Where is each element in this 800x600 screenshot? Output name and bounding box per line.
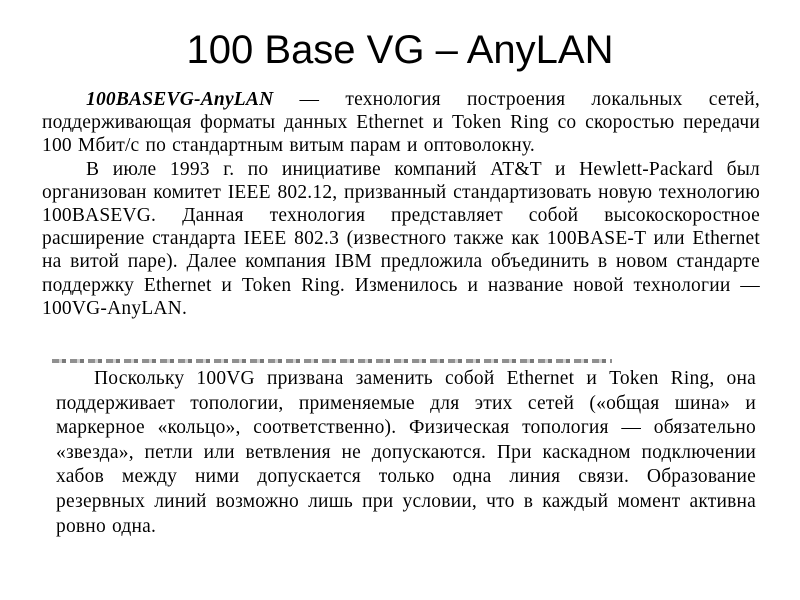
cut-line	[52, 359, 612, 363]
scanned-text-fragment-1	[42, 88, 760, 320]
definition-text: — технология построения локальных сетей, поддерживающая форматы данных Ethernet и Token Ring со скоростью передачи 100 Мбит/с по стандартным витым парам и оптоволокну.	[42, 89, 760, 157]
scan-cut-edge	[52, 355, 612, 367]
definition-paragraph	[42, 88, 760, 158]
topology-paragraph: Поскольку 100VG призвана заменить собой Ethernet и Token Ring, она поддерживает топологии, применяемые для этих сетей («общая шина» и маркерное «кольцо», соответственно). Физическая топология — обязательно «звезда», петли или ветвления не допускаются. При каскадном подключении хабов между ними допускается только одна линия связи. Образование резервных линий возможно лишь при условии, что в каждый момент активна ровно одна.	[56, 368, 756, 537]
slide-title: 100 Base VG – AnyLAN	[186, 28, 614, 72]
scanned-text-fragment-2	[56, 367, 756, 539]
history-paragraph: В июле 1993 г. по инициативе компаний AT&T и Hewlett-Packard был организован комитет IEEE 802.12, призванный стандартизовать новую технологию 100BASEVG. Данная технология представляет собой высокоскоростное расширение стандарта IEEE 802.3 (известного также как 100BASE-T или Ethernet на витой паре). Далее компания IBM предложила объединить в новом стандарте поддержку Ethernet и Token Ring. Изменилось и название новой технологии — 100VG-AnyLAN.	[42, 158, 760, 319]
term-heading: 100BASEVG-AnyLAN	[86, 89, 274, 110]
